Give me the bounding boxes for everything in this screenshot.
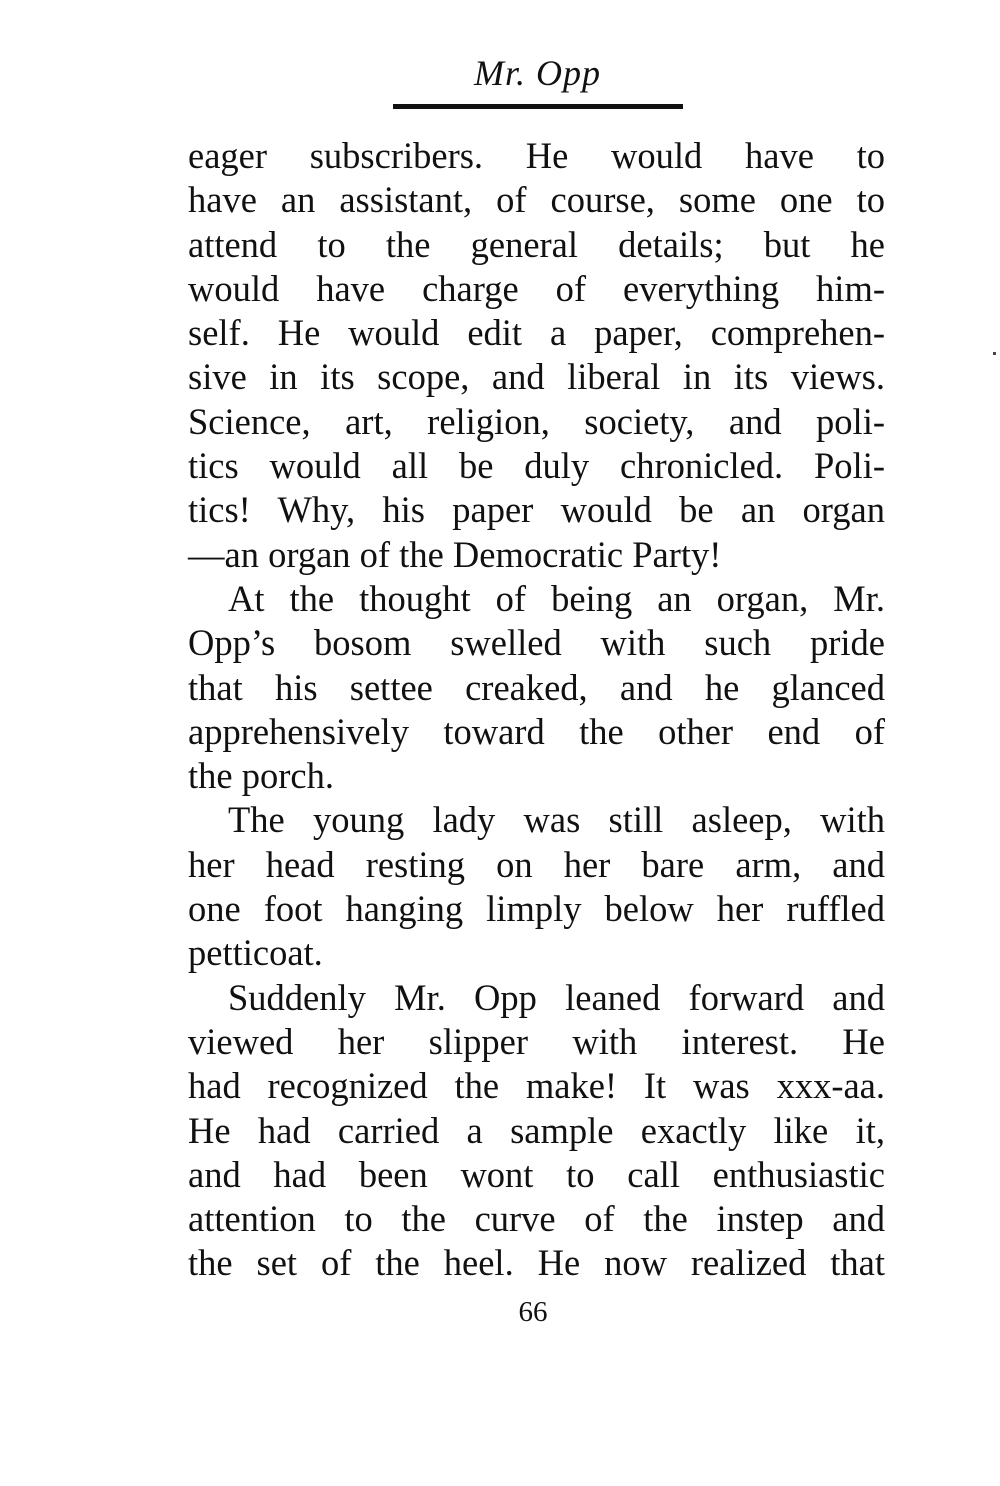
running-head: Mr. Opp (473, 53, 601, 93)
text-line: petticoat. (188, 932, 323, 974)
text-line: At the thought of being an organ, Mr. (228, 577, 885, 619)
text-line: the porch. (188, 755, 334, 797)
header-rule (393, 104, 683, 109)
text-line: The young lady was still asleep, with (228, 799, 885, 841)
text-line: sive in its scope, and liberal in its views. (188, 356, 885, 398)
text-line: —an organ of the Democratic Party! (188, 533, 722, 575)
paragraph (188, 577, 885, 798)
text-line: viewed her slipper with interest. He (188, 1020, 885, 1062)
text-line: the set of the heel. He now realized that (188, 1242, 885, 1284)
scan-speck (993, 352, 996, 355)
text-line: would have charge of everything him- (188, 267, 885, 309)
text-line: Science, art, religion, society, and poli- (188, 400, 885, 442)
text-line: He had carried a sample exactly like it, (188, 1109, 885, 1151)
text-line: attend to the general details; but he (188, 223, 885, 265)
text-line: self. He would edit a paper, comprehen- (188, 312, 885, 354)
paragraph (188, 798, 885, 975)
text-line: tics would all be duly chronicled. Poli- (188, 445, 885, 487)
text-line: tics! Why, his paper would be an organ (188, 489, 885, 531)
text-line: attention to the curve of the instep and (188, 1198, 885, 1240)
text-line: eager subscribers. He would have to (188, 135, 885, 176)
text-line: had recognized the make! It was xxx-aa. (188, 1065, 885, 1107)
text-line: one foot hanging limply below her ruffled (188, 888, 885, 930)
text-line: and had been wont to call enthusiastic (188, 1153, 885, 1195)
text-line: that his settee creaked, and he glanced (188, 666, 885, 708)
paragraph (188, 134, 885, 577)
text-line: Suddenly Mr. Opp leaned forward and (228, 976, 885, 1018)
paragraph (188, 976, 885, 1286)
text-line: apprehensively toward the other end of (188, 710, 885, 752)
text-line: her head resting on her bare arm, and (188, 843, 885, 885)
text-line: have an assistant, of course, some one to (188, 179, 885, 221)
text-line: Opp’s bosom swelled with such pride (188, 622, 885, 664)
page-number: 66 (518, 1296, 548, 1328)
body-text (188, 134, 885, 1286)
